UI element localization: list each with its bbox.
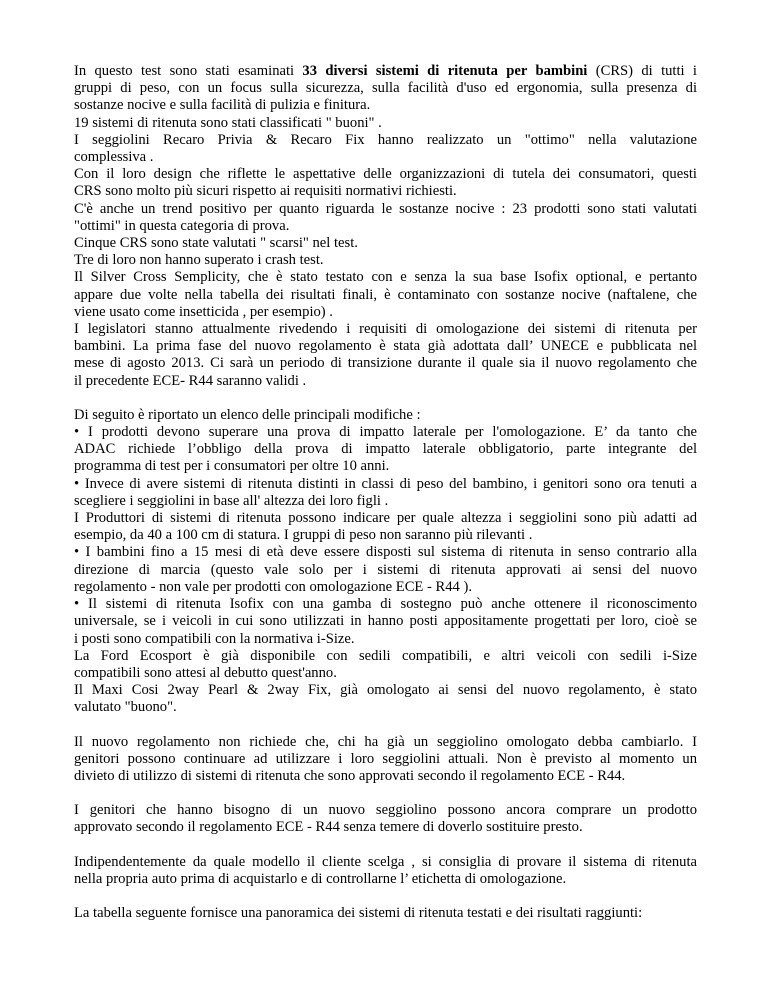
text-line: gruppi di peso, con un focus sulla sicurezza, sulla facilità d'uso ed ergonomia, sulla presenza di — [74, 80, 697, 97]
text-line: sostanze nocive e sulla facilità di pulizia e finitura. — [74, 97, 371, 114]
text-line: divieto di utilizzo di sistemi di ritenuta che sono approvati secondo il regolamento ECE - R44. — [74, 767, 626, 784]
paragraph-spacer — [74, 837, 697, 854]
paragraph-spacer — [74, 785, 697, 802]
text-line: genitori possono continuare ad utilizzare i loro seggiolini attuali. Non è previsto al momento un — [74, 750, 697, 767]
text-line: ADAC richiede l’obbligo della prova di impatto laterale obbligatorio, parte integrante del — [74, 441, 697, 458]
text-line: "ottimi" in questa categoria di prova. — [74, 217, 290, 234]
text-line: complessiva . — [74, 149, 154, 166]
text-line: Di seguito è riportato un elenco delle principali modifiche : — [74, 406, 421, 423]
paragraph-spacer — [74, 717, 697, 734]
document-body — [74, 63, 697, 922]
paragraph-try-before-buying — [74, 854, 697, 888]
text-line: I Produttori di sistemi di ritenuta possono indicare per quale altezza i seggiolini sono più adatti ad — [74, 510, 697, 527]
text-line: appare due volte nella tabella dei risultati finali, è contaminato con sostanze nocive (naftalene, che — [74, 286, 697, 303]
text-line: regolamento - non vale per prodotti con omologazione ECE - R44 ). — [74, 578, 472, 595]
text-line: Il Silver Cross Semplicity, che è stato testato con e senza la sua base Isofix optional, e pertanto — [74, 269, 697, 286]
text-line: La Ford Ecosport è già disponibile con sedili compatibili, e altri veicoli con sedili i-Size — [74, 647, 697, 664]
text-line: I seggiolini Recaro Privia & Recaro Fix hanno realizzato un "ottimo" nella valutazione — [74, 131, 697, 148]
text-line: universale, se i veicoli in cui sono utilizzati in hanno posti appositamente progettati per loro, cioè se — [74, 613, 697, 630]
text-line: I legislatori stanno attualmente rivedendo i requisiti di omologazione dei sistemi di ritenuta per — [74, 321, 697, 338]
text-line: valutato "buono". — [74, 699, 177, 716]
text-line: 19 sistemi di ritenuta sono stati classificati " buoni" . — [74, 114, 382, 131]
text-line: Tre di loro non hanno superato i crash test. — [74, 252, 324, 269]
bold-highlight: 33 diversi sistemi di ritenuta per bambini — [302, 63, 588, 79]
text-line: Il nuovo regolamento non richiede che, chi ha già un seggiolino omologato debba cambiarlo. I — [74, 733, 697, 750]
text-line: Cinque CRS sono state valutati " scarsi" nel test. — [74, 235, 358, 252]
paragraph-parents-new-seat — [74, 802, 697, 836]
text-line: Indipendentemente da quale modello il cliente scelga , si consiglia di provare il sistema di ritenuta — [74, 853, 697, 870]
text-line: I genitori che hanno bisogno di un nuovo seggiolino possono ancora comprare un prodotto — [74, 802, 697, 819]
text-line: nella propria auto prima di acquistarlo e di controllarne l’ etichetta di omologazione. — [74, 870, 567, 887]
text-line: scegliere i seggiolini in base all' altezza dei loro figli . — [74, 492, 389, 509]
text-line: direzione di marcia (questo vale solo per i sistemi di ritenuta approvati ai sensi del nuovo — [74, 561, 697, 578]
text-line: In questo test sono stati esaminati 33 diversi sistemi di ritenuta per bambini (CRS) di tutti i — [74, 63, 697, 79]
text-line: i posti sono compatibili con la normativa i-Size. — [74, 630, 355, 647]
text-line: esempio, da 40 a 100 cm di statura. I gruppi di peso non saranno più rilevanti . — [74, 527, 533, 544]
paragraph-main-changes — [74, 407, 697, 717]
text-line: Con il loro design che riflette le aspettative delle organizzazioni di tutela dei consumatori, questi — [74, 166, 697, 183]
paragraph-table-intro — [74, 905, 697, 922]
text-line: viene usato come insetticida , per esempio) . — [74, 303, 333, 320]
text-line: bambini. La prima fase del nuovo regolamento è stata già adottata dall’ UNECE e pubblicata nel — [74, 338, 697, 355]
paragraph-spacer — [74, 390, 697, 407]
paragraph-no-replacement — [74, 734, 697, 786]
text-line: Il Maxi Cosi 2way Pearl & 2way Fix, già omologato ai sensi del nuovo regolamento, è stato — [74, 682, 697, 699]
text-line: • Il sistemi di ritenuta Isofix con una gamba di sostegno può anche ottenere il riconoscimento — [74, 596, 697, 613]
text-line: mese di agosto 2013. Ci sarà un periodo di transizione durante il quale sia il nuovo regolamento che — [74, 355, 697, 372]
text-line: C'è anche un trend positivo per quanto riguarda le sostanze nocive : 23 prodotti sono stati valutati — [74, 200, 697, 217]
text-line: • I prodotti devono superare una prova di impatto laterale per l'omologazione. E’ da tanto che — [74, 424, 697, 441]
text-line: • I bambini fino a 15 mesi di età deve essere disposti sul sistema di ritenuta in senso contrario alla — [74, 544, 697, 561]
text-line: il precedente ECE- R44 saranno validi . — [74, 372, 307, 389]
paragraph-test-summary — [74, 63, 697, 390]
text-line: La tabella seguente fornisce una panoramica dei sistemi di ritenuta testati e dei risultati raggiunti: — [74, 904, 643, 921]
text-line: approvato secondo il regolamento ECE - R44 senza temere di doverlo sostituire presto. — [74, 819, 583, 836]
text-line: programma di test per i consumatori per oltre 10 anni. — [74, 458, 390, 475]
text-line: compatibili sono attesi al debutto quest'anno. — [74, 664, 337, 681]
text-line: CRS sono molto più sicuri rispetto ai requisiti normativi richiesti. — [74, 183, 457, 200]
paragraph-spacer — [74, 888, 697, 905]
text-line: • Invece di avere sistemi di ritenuta distinti in classi di peso del bambino, i genitori sono ora tenuti a — [74, 475, 697, 492]
